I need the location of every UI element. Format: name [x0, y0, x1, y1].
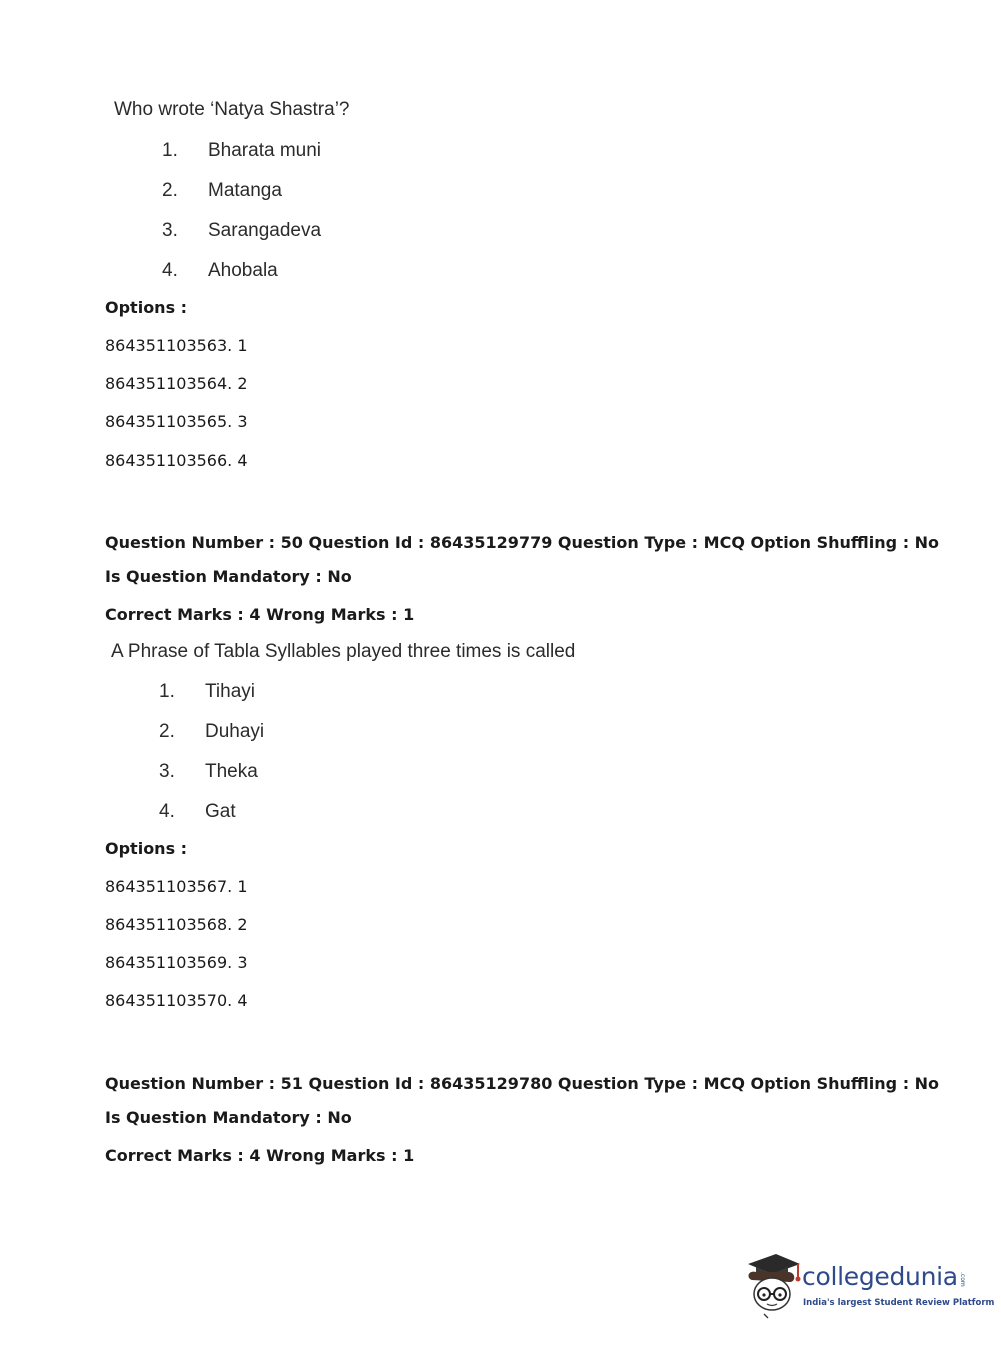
choice-item — [159, 681, 255, 703]
marks-line: Correct Marks : 4 Wrong Marks : 1 — [105, 605, 415, 624]
choice-text: Bharata muni — [208, 140, 322, 161]
mascot-icon — [742, 1250, 802, 1322]
choice-text: Gat — [205, 801, 236, 822]
choice-number: 1. — [159, 681, 175, 702]
choice-item — [159, 721, 264, 743]
choice-item — [162, 220, 321, 242]
choice-item — [162, 140, 321, 162]
choice-number: 3. — [162, 220, 178, 241]
choice-number: 3. — [159, 761, 175, 782]
option-id: 864351103565. 3 — [105, 412, 248, 431]
logo-suffix: .com — [959, 1272, 966, 1287]
option-id: 864351103563. 1 — [105, 336, 248, 355]
choice-number: 2. — [162, 180, 178, 201]
choice-item — [159, 761, 258, 783]
choice-text: Ahobala — [208, 260, 278, 281]
choice-number: 2. — [159, 721, 175, 742]
option-id: 864351103564. 2 — [105, 374, 248, 393]
choice-item — [162, 180, 282, 202]
choice-text: Duhayi — [205, 721, 265, 742]
choice-text: Matanga — [208, 180, 282, 201]
logo-tagline: India's largest Student Review Platform — [803, 1298, 995, 1308]
marks-line: Correct Marks : 4 Wrong Marks : 1 — [105, 1146, 415, 1165]
options-label: Options : — [105, 298, 188, 317]
choice-item — [159, 801, 236, 823]
choice-text: Theka — [205, 761, 258, 782]
question-text: A Phrase of Tabla Syllables played three times is called — [111, 641, 576, 662]
option-id: 864351103567. 1 — [105, 877, 248, 896]
question-text: Who wrote ‘Natya Shastra’? — [114, 99, 350, 120]
mandatory-line: Is Question Mandatory : No — [105, 1108, 352, 1127]
option-id: 864351103570. 4 — [105, 991, 248, 1010]
logo-wordmark: collegedunia — [802, 1262, 958, 1291]
option-id: 864351103568. 2 — [105, 915, 248, 934]
choice-item — [162, 260, 278, 282]
choice-text: Sarangadeva — [208, 220, 322, 241]
choice-number: 4. — [162, 260, 178, 281]
option-id: 864351103569. 3 — [105, 953, 248, 972]
collegedunia-logo — [742, 1250, 995, 1322]
option-id: 864351103566. 4 — [105, 451, 248, 470]
question-meta-line: Question Number : 50 Question Id : 86435129779 Question Type : MCQ Option Shuffling : No — [105, 533, 940, 552]
options-label: Options : — [105, 839, 188, 858]
choice-number: 1. — [162, 140, 178, 161]
question-meta-line: Question Number : 51 Question Id : 86435129780 Question Type : MCQ Option Shuffling : No — [105, 1074, 940, 1093]
choice-number: 4. — [159, 801, 175, 822]
choice-text: Tihayi — [205, 681, 255, 702]
mandatory-line: Is Question Mandatory : No — [105, 567, 352, 586]
